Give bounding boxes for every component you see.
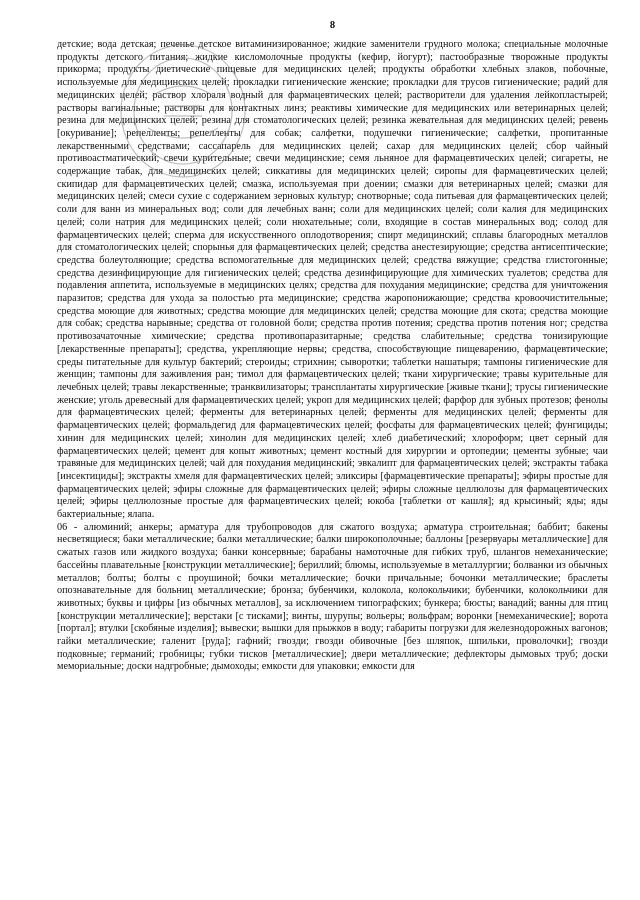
document-body: [57, 39, 608, 674]
paragraph-class-05-continued: детские; вода детская; печенье детское витаминизированное; жидкие заменители грудного молока; специальные молочные продукты детского питания; жидкие кисломолочные продукты (кефир, йогурт); пастообразные творожные продукты прикорма; продукты диетические пищевые для медицинских целей; продукты обработки хлебных злаков, побочные, используемые для медицинских целей; прокладки гигиенические женские; прокладки для трусов гигиенические; радий для медицинских целей; раствор хлораля водный для фармацевтических целей; растворители для удаления лейкопластырей; растворы вагинальные; растворы для контактных линз; реактивы химические для медицинских или ветеринарных целей; резина для медицинских целей; резина для стоматологических целей; резинка жевательная для медицинских целей; ревень [окуривание]; репелленты; репелленты для собак; салфетки, подушечки гигиенические; салфетки, пропитанные лекарственными средствами; сассапарель для медицинских целей; сахар для медицинских целей; сбор чайный противоастматический; свечи курительные; свечи медицинские; семя льняное для фармацевтических целей; сигареты, не содержащие табак, для медицинских целей; сиккативы для медицинских целей; сиропы для фармацевтических целей; скипидар для фармацевтических целей; смазка, используемая при доении; смазки для ветеринарных целей; смазки для медицинских целей; смеси сухие с содержанием зерновых культур; снотворные; сода питьевая для фармацевтических целей; соли для ванн из минеральных вод; соли для лечебных ванн; соли для медицинских целей; соли калия для медицинских целей; соли натрия для медицинских целей; соли нюхательные; соли, входящие в состав минеральных вод; солод для фармацевтических целей; спермa для искусственного оплодотворения; спирт медицинский; сплавы благородных металлов для стоматологических целей; спорынья для фармацевтических целей; средства анестезирующие; средства антисептические; средства болеутоляющие; средства вспомогательные для медицинских целей; средства вяжущие; средства глистогонные; средства дезинфицирующие для гигиенических целей; средства дезинфицирующие для химических туалетов; средства для подавления аппетита, используемые в медицинских целях; средства для похудания медицинские; средства для уничтожения паразитов; средства для ухода за полостью рта медицинские; средства жаропонижающие; средства кровоочистительные; средства моющие для животных; средства моющие для медицинских целей; средства моющие для скота; средства моющие для собак; средства нарывные; средства от головной боли; средства против потения; средства против потения ног; средства противозачаточные химические; средства противопаразитарные; средства слабительные; средства тонизирующие [лекарственные препараты]; средства, укрепляющие нервы; средства, способствующие пищеварению, фармацевтические; среды питательные для культур бактерий; стероиды; стрихнин; сыворотки; таблетки нашатыря; тампоны гигиенические для женщин; тампоны для заживления ран; тимол для фармацевтических целей; ткани хирургические; травы курительные для лечебных целей; травы лекарственные; транквилизаторы; трансплантаты хирургические [живые ткани]; трусы гигиенические женские; уголь древесный для фармацевтических целей; укроп для медицинских целей; фарфор для зубных протезов; фенолы для фармацевтических целей; ферменты для ветеринарных целей; ферменты для медицинских целей; ферменты для фармацевтических целей; формальдегид для фармацевтических целей; фосфаты для фармацевтических целей; фунгициды; хинин для медицинских целей; хинолин для медицинских целей; хлеб диабетический; хлороформ; цвет серный для фармацевтических целей; цемент для копыт животных; цемент костный для хирургии и ортопедии; цементы зубные; чаи травяные для медицинских целей; чай для похудания медицинский; эвкалипт для фармацевтических целей; экстракты табака [инсектициды]; экстракты хмеля для фармацевтических целей; эликсиры [фармацевтические препараты]; эфиры простые для фармацевтических целей; эфиры сложные для фармацевтических целей; эфиры сложные целлюлозы для фармацевтических целей; эфиры целлюлозные простые для фармацевтических целей; юкоба [таблетки от кашля]; яд крысиный; яды; яды бактериальные; ялапа.: [57, 39, 608, 521]
paragraph-class-06: 06 - алюминий; анкеры; арматура для трубопроводов для сжатого воздуха; арматура строительная; баббит; бакены несветящиеся; баки металлические; балки металлические; балки широкополочные; баллоны [резервуары металлические] для сжатых газов или жидкого воздуха; банки консервные; барабаны намоточные для гибких труб, шлангов немеханические; бассейны плавательные [конструкции металлические]; бериллий; блюмы, используемые в металлургии; болванки из обычных металлов; болты; болты с проушиной; бочки металлические; бочки причальные; бочонки металлические; браслеты опознавательные для больниц металлические; бронза; бубенчики, колокола, колокольчики; бубенчики, колокольчики для животных; буквы и цифры [из обычных металлов], за исключением типографских; бункера; бюсты; ванадий; ванны для птиц [конструкции металлические]; верстаки [с тисками]; винты, шурупы; вольеры; вольфрам; воронки [немеханические]; ворота [портал]; втулки [скобяные изделия]; вывески; вышки для прыжков в воду; габариты погрузки для железнодорожных вагонов; гайки металлические; галенит [руда]; гафний; гвозди; гвозди обивочные [без шляпок, шпильки, проволочки]; гвозди подковные; германий; гробницы; губки тисков [металлические]; двери металлические; дефлекторы дымовых труб; доски мемориальные; доски надгробные; дымоходы; емкости для упаковки; емкости для: [57, 521, 608, 673]
page-number: 8: [329, 20, 336, 31]
